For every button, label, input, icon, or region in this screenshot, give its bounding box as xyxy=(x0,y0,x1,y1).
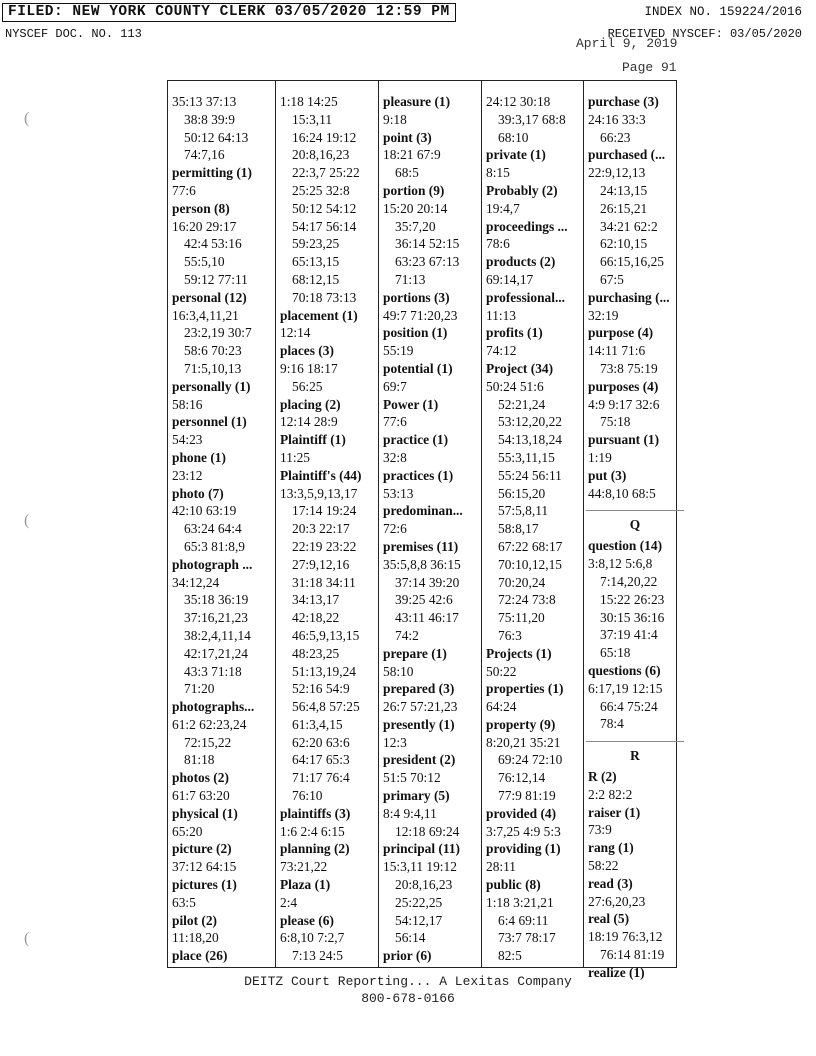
index-page-refs: 63:5 xyxy=(172,894,196,910)
index-page-refs: 7:13 24:5 xyxy=(292,948,343,964)
scan-mark-icon: ( xyxy=(24,512,30,529)
index-term: placement (1) xyxy=(280,307,358,323)
index-page-refs: 23:2,19 30:7 xyxy=(184,325,252,341)
index-term: proceedings ... xyxy=(486,218,568,234)
index-page-refs: 39:25 42:6 xyxy=(395,592,453,608)
index-page-refs: 35:13 37:13 xyxy=(172,94,237,109)
index-term: photograph ... xyxy=(172,556,253,572)
index-page-refs: 12:14 28:9 xyxy=(280,414,338,430)
index-page-refs: 74:12 xyxy=(486,343,517,359)
index-page-refs: 52:21,24 xyxy=(498,396,546,412)
index-page-refs: 23:12 xyxy=(172,467,203,483)
index-page-refs: 1:18 3:21,21 xyxy=(486,894,554,910)
index-page-refs: 62:20 63:6 xyxy=(292,734,350,750)
index-term: Plaza (1) xyxy=(280,877,331,893)
index-term: primary (5) xyxy=(383,788,450,804)
index-term: predominan... xyxy=(383,503,463,519)
index-page-refs: 16:3,4,11,21 xyxy=(172,307,239,323)
index-page-refs: 2:2 82:2 xyxy=(588,786,633,802)
index-page-refs: 11:25 xyxy=(280,449,311,465)
index-term: professional... xyxy=(486,289,565,305)
index-term: pictures (1) xyxy=(172,877,237,893)
index-page-refs: 15:3,11 19:12 xyxy=(383,859,457,875)
index-page-refs: 73:21,22 xyxy=(280,859,328,875)
index-page-refs: 75:18 xyxy=(600,414,631,430)
index-page-refs: 66:23 xyxy=(600,129,631,145)
index-term: picture (2) xyxy=(172,841,232,857)
index-letter-heading: R xyxy=(586,741,684,764)
index-term: pleasure (1) xyxy=(383,94,451,109)
index-page-refs: 12:18 69:24 xyxy=(395,823,460,839)
index-term: public (8) xyxy=(486,877,541,893)
index-page-refs: 73:7 78:17 xyxy=(498,930,556,946)
index-term: personnel (1) xyxy=(172,414,247,430)
index-page-refs: 11:18,20 xyxy=(172,930,219,946)
index-page-refs: 48:23,25 xyxy=(292,645,340,661)
index-page-refs: 71:13 xyxy=(395,271,426,287)
index-term: purchased (... xyxy=(588,147,666,163)
index-term: prior (6) xyxy=(383,948,432,964)
index-page-refs: 77:6 xyxy=(172,182,196,198)
index-page-refs: 63:23 67:13 xyxy=(395,254,460,270)
index-term: premises (11) xyxy=(383,538,459,554)
index-page-refs: 42:17,21,24 xyxy=(184,645,248,661)
index-page-refs: 58:8,17 xyxy=(498,521,539,537)
page-number: Page 91 xyxy=(622,60,677,75)
index-page-refs: 59:12 77:11 xyxy=(184,271,248,287)
index-page-refs: 56:25 xyxy=(292,378,323,394)
index-page-refs: 15:22 26:23 xyxy=(600,591,665,607)
index-page-refs: 58:10 xyxy=(383,663,414,679)
index-page-refs: 49:7 71:20,23 xyxy=(383,307,458,323)
index-page-refs: 9:18 xyxy=(383,111,407,127)
index-page-refs: 68:5 xyxy=(395,165,419,181)
index-page-refs: 73:8 75:19 xyxy=(600,360,658,376)
index-page-refs: 54:12,17 xyxy=(395,912,443,928)
index-page-refs: 34:12,24 xyxy=(172,574,220,590)
index-page-refs: 51:5 70:12 xyxy=(383,770,441,786)
index-page-refs: 72:6 xyxy=(383,521,407,537)
index-page-refs: 63:24 64:4 xyxy=(184,521,242,537)
index-term: property (9) xyxy=(486,716,556,732)
index-page-refs: 42:10 63:19 xyxy=(172,503,237,519)
index-page-refs: 66:15,16,25 xyxy=(600,254,664,270)
index-term: person (8) xyxy=(172,200,230,216)
index-page-refs: 71:17 76:4 xyxy=(292,770,350,786)
index-page-refs: 52:16 54:9 xyxy=(292,681,350,697)
index-page-refs: 24:13,15 xyxy=(600,182,648,198)
index-page-refs: 76:10 xyxy=(292,788,323,804)
index-page-refs: 8:15 xyxy=(486,165,510,181)
hearing-date: April 9, 2019 xyxy=(576,36,678,51)
index-page-refs: 24:12 30:18 xyxy=(486,94,551,109)
index-term: pursuant (1) xyxy=(588,432,660,448)
index-page-refs: 69:14,17 xyxy=(486,271,534,287)
index-page-refs: 54:17 56:14 xyxy=(292,218,357,234)
index-page-refs: 76:3 xyxy=(498,627,522,643)
index-term: photo (7) xyxy=(172,485,224,501)
index-page-refs: 72:15,22 xyxy=(184,734,232,750)
index-page-refs: 38:8 39:9 xyxy=(184,111,235,127)
index-page-refs: 43:3 71:18 xyxy=(184,663,242,679)
index-page-refs: 55:5,10 xyxy=(184,254,225,270)
index-page-refs: 26:15,21 xyxy=(600,200,648,216)
index-term: permitting (1) xyxy=(172,165,252,181)
index-page-refs: 64:17 65:3 xyxy=(292,752,350,768)
index-page-refs: 16:20 29:17 xyxy=(172,218,237,234)
index-page-refs: 18:19 76:3,12 xyxy=(588,929,663,945)
index-page-refs: 9:16 18:17 xyxy=(280,360,338,376)
received-date: RECEIVED NYSCEF: 03/05/2020 xyxy=(607,27,802,41)
index-term: practice (1) xyxy=(383,432,449,448)
index-page-refs: 59:23,25 xyxy=(292,236,340,252)
index-term: personal (12) xyxy=(172,289,247,305)
index-page-refs: 12:14 xyxy=(280,325,311,341)
index-page-refs: 11:13 xyxy=(486,307,517,323)
index-page-refs: 69:24 72:10 xyxy=(498,752,563,768)
index-page-refs: 70:10,12,15 xyxy=(498,556,562,572)
scan-mark-icon: ( xyxy=(24,110,30,127)
index-page-refs: 27:6,20,23 xyxy=(588,893,646,909)
index-page-refs: 65:13,15 xyxy=(292,254,340,270)
index-page-refs: 43:11 46:17 xyxy=(395,610,459,626)
index-page-refs: 22:3,7 25:22 xyxy=(292,165,360,181)
index-page-refs: 1:19 xyxy=(588,449,612,465)
index-page-refs: 61:7 63:20 xyxy=(172,788,230,804)
index-page-refs: 56:15,20 xyxy=(498,485,546,501)
index-term: Plaintiff (1) xyxy=(280,432,346,448)
index-term: providing (1) xyxy=(486,841,561,857)
index-page-refs: 58:16 xyxy=(172,396,203,412)
index-term: Plaintiff's (44) xyxy=(280,467,362,483)
index-page-refs: 20:8,16,23 xyxy=(292,147,350,163)
index-term: private (1) xyxy=(486,147,546,163)
index-page-refs: 72:24 73:8 xyxy=(498,592,556,608)
index-term: plaintiffs (3) xyxy=(280,805,351,821)
index-term: raiser (1) xyxy=(588,804,641,820)
index-page-refs: 68:12,15 xyxy=(292,271,340,287)
index-page-refs: 20:8,16,23 xyxy=(395,877,453,893)
index-letter-heading: Q xyxy=(586,510,684,533)
index-term: purpose (4) xyxy=(588,325,654,341)
index-page-refs: 14:11 71:6 xyxy=(588,343,646,359)
index-page-refs: 35:7,20 xyxy=(395,218,436,234)
index-page-refs: 34:13,17 xyxy=(292,592,340,608)
index-page-refs: 15:3,11 xyxy=(292,111,333,127)
index-page-refs: 18:21 67:9 xyxy=(383,147,441,163)
index-page-refs: 58:22 xyxy=(588,858,619,874)
index-term: placing (2) xyxy=(280,396,341,412)
index-page-refs: 67:22 68:17 xyxy=(498,538,563,554)
index-page-refs: 50:24 51:6 xyxy=(486,378,544,394)
index-page-refs: 74:2 xyxy=(395,627,419,643)
index-page-refs: 67:5 xyxy=(600,271,624,287)
index-term: products (2) xyxy=(486,254,556,270)
index-term: places (3) xyxy=(280,343,334,359)
index-page-refs: 6:4 69:11 xyxy=(498,912,549,928)
index-page-refs: 42:4 53:16 xyxy=(184,236,242,252)
index-page-refs: 78:4 xyxy=(600,716,624,732)
index-page-refs: 25:22,25 xyxy=(395,894,443,910)
index-page-refs: 73:9 xyxy=(588,822,612,838)
index-page-refs: 31:18 34:11 xyxy=(292,574,356,590)
index-term: R (2) xyxy=(588,769,617,785)
index-page-refs: 3:7,25 4:9 5:3 xyxy=(486,823,561,839)
index-term: provided (4) xyxy=(486,805,557,821)
index-page-refs: 27:9,12,16 xyxy=(292,556,350,572)
index-page-refs: 77:9 81:19 xyxy=(498,788,556,804)
index-term: rang (1) xyxy=(588,840,634,856)
index-term: please (6) xyxy=(280,912,334,928)
index-page-refs: 68:10 xyxy=(498,129,529,145)
index-page-refs: 6:8,10 7:2,7 xyxy=(280,930,345,946)
index-page-refs: 2:4 xyxy=(280,894,298,910)
index-page-refs: 1:18 14:25 xyxy=(280,94,338,109)
index-term: Power (1) xyxy=(383,396,439,412)
index-page-refs: 32:19 xyxy=(588,307,619,323)
index-term: presently (1) xyxy=(383,716,455,732)
filed-banner: FILED: NEW YORK COUNTY CLERK 03/05/2020 12:59 PM xyxy=(2,3,456,22)
index-page-refs: 8:4 9:4,11 xyxy=(383,805,437,821)
index-page-refs: 71:5,10,13 xyxy=(184,360,242,376)
index-page-refs: 50:22 xyxy=(486,663,517,679)
footer-phone: 800-678-0166 xyxy=(361,991,455,1006)
index-term: purposes (4) xyxy=(588,378,659,394)
index-page-refs: 25:25 32:8 xyxy=(292,182,350,198)
index-term: pilot (2) xyxy=(172,912,218,928)
index-page-refs: 28:11 xyxy=(486,859,517,875)
index-page-refs: 51:13,19,24 xyxy=(292,663,356,679)
index-term: prepare (1) xyxy=(383,645,447,661)
index-page-refs: 57:5,8,11 xyxy=(498,503,549,519)
index-page-refs: 66:4 75:24 xyxy=(600,698,658,714)
index-page-refs: 56:14 xyxy=(395,930,426,946)
index-page-refs: 65:18 xyxy=(600,645,631,661)
index-page-refs: 35:18 36:19 xyxy=(184,592,249,608)
index-term: realize (1) xyxy=(588,964,645,980)
index-page-refs: 55:24 56:11 xyxy=(498,467,562,483)
index-page-refs: 12:3 xyxy=(383,734,407,750)
index-column-4 xyxy=(482,93,584,965)
index-page-refs: 7:14,20,22 xyxy=(600,573,658,589)
index-term: question (14) xyxy=(588,538,663,554)
index-term: photos (2) xyxy=(172,770,229,786)
index-page-refs: 6:17,19 12:15 xyxy=(588,680,663,696)
word-index-table xyxy=(167,80,677,980)
index-term: position (1) xyxy=(383,325,448,341)
index-term: questions (6) xyxy=(588,662,661,678)
index-page-refs: 55:19 xyxy=(383,343,414,359)
index-number: INDEX NO. 159224/2016 xyxy=(644,5,802,19)
index-term: personally (1) xyxy=(172,378,251,394)
index-page-refs: 35:5,8,8 36:15 xyxy=(383,556,461,572)
index-page-refs: 1:6 2:4 6:15 xyxy=(280,823,345,839)
index-page-refs: 78:6 xyxy=(486,236,510,252)
footer-company: DEITZ Court Reporting... A Lexitas Company xyxy=(244,974,572,989)
index-page-refs: 15:20 20:14 xyxy=(383,200,448,216)
index-page-refs: 50:12 64:13 xyxy=(184,129,249,145)
index-page-refs: 16:24 19:12 xyxy=(292,129,357,145)
nyscef-doc-number: NYSCEF DOC. NO. 113 xyxy=(5,27,142,41)
index-term: physical (1) xyxy=(172,805,238,821)
index-page-refs: 46:5,9,13,15 xyxy=(292,627,360,643)
index-term: planning (2) xyxy=(280,841,350,857)
index-page-refs: 3:8,12 5:6,8 xyxy=(588,556,653,572)
index-term: purchasing (... xyxy=(588,289,670,305)
index-page-refs: 37:19 41:4 xyxy=(600,627,658,643)
index-page-refs: 65:20 xyxy=(172,823,203,839)
index-page-refs: 17:14 19:24 xyxy=(292,503,357,519)
index-page-refs: 22:19 23:22 xyxy=(292,538,357,554)
index-page-refs: 24:16 33:3 xyxy=(588,111,646,127)
index-term: principal (11) xyxy=(383,841,461,857)
index-term: put (3) xyxy=(588,467,627,483)
index-page-refs: 20:3 22:17 xyxy=(292,521,350,537)
index-page-refs: 61:2 62:23,24 xyxy=(172,716,247,732)
index-page-refs: 39:3,17 68:8 xyxy=(498,111,566,127)
index-page-refs: 34:21 62:2 xyxy=(600,218,658,234)
index-page-refs: 32:8 xyxy=(383,449,407,465)
index-page-refs: 50:12 54:12 xyxy=(292,200,357,216)
scan-mark-icon: ( xyxy=(24,930,30,947)
index-page-refs: 61:3,4,15 xyxy=(292,716,343,732)
index-term: properties (1) xyxy=(486,681,564,697)
index-page-refs: 77:6 xyxy=(383,414,407,430)
index-page-refs: 4:9 9:17 32:6 xyxy=(588,396,660,412)
index-page-refs: 36:14 52:15 xyxy=(395,236,460,252)
index-page-refs: 19:4,7 xyxy=(486,200,520,216)
index-page-refs: 71:20 xyxy=(184,681,215,697)
index-page-refs: 56:4,8 57:25 xyxy=(292,699,360,715)
index-page-refs: 53:12,20,22 xyxy=(498,414,562,430)
index-term: point (3) xyxy=(383,129,432,145)
index-column-5 xyxy=(584,93,686,982)
index-page-refs: 37:12 64:15 xyxy=(172,859,237,875)
index-page-refs: 62:10,15 xyxy=(600,236,648,252)
index-term: portions (3) xyxy=(383,289,450,305)
index-term: Projects (1) xyxy=(486,645,552,661)
index-page-refs: 81:18 xyxy=(184,752,215,768)
index-term: prepared (3) xyxy=(383,681,455,697)
index-page-refs: 38:2,4,11,14 xyxy=(184,627,251,643)
index-page-refs: 69:7 xyxy=(383,378,407,394)
index-page-refs: 53:13 xyxy=(383,485,414,501)
index-page-refs: 37:14 39:20 xyxy=(395,574,460,590)
index-page-refs: 8:20,21 35:21 xyxy=(486,734,561,750)
index-page-refs: 42:18,22 xyxy=(292,610,340,626)
index-page-refs: 30:15 36:16 xyxy=(600,609,665,625)
index-page-refs: 54:13,18,24 xyxy=(498,432,562,448)
index-term: phone (1) xyxy=(172,449,226,465)
index-page-refs: 76:14 81:19 xyxy=(600,947,665,963)
index-term: president (2) xyxy=(383,752,456,768)
index-page-refs: 64:24 xyxy=(486,699,517,715)
index-term: purchase (3) xyxy=(588,94,659,109)
index-page-refs: 44:8,10 68:5 xyxy=(588,485,656,501)
index-column-2 xyxy=(276,93,378,965)
index-term: read (3) xyxy=(588,875,633,891)
index-page-refs: 82:5 xyxy=(498,948,522,964)
index-term: profits (1) xyxy=(486,325,543,341)
index-page-refs: 13:3,5,9,13,17 xyxy=(280,485,358,501)
index-page-refs: 55:3,11,15 xyxy=(498,449,555,465)
index-page-refs: 70:18 73:13 xyxy=(292,289,357,305)
index-column-3 xyxy=(379,93,481,965)
index-term: Project (34) xyxy=(486,360,554,376)
index-page-refs: 75:11,20 xyxy=(498,610,545,626)
index-page-refs: 54:23 xyxy=(172,432,203,448)
index-page-refs: 76:12,14 xyxy=(498,770,546,786)
index-page-refs: 26:7 57:21,23 xyxy=(383,699,458,715)
index-term: portion (9) xyxy=(383,182,445,198)
index-page-refs: 58:6 70:23 xyxy=(184,343,242,359)
index-page-refs: 70:20,24 xyxy=(498,574,546,590)
index-term: real (5) xyxy=(588,911,630,927)
index-page-refs: 37:16,21,23 xyxy=(184,610,248,626)
index-term: Probably (2) xyxy=(486,182,558,198)
index-term: potential (1) xyxy=(383,360,453,376)
index-term: practices (1) xyxy=(383,467,454,483)
index-page-refs: 74:7,16 xyxy=(184,147,225,163)
index-term: photographs... xyxy=(172,699,255,715)
index-page-refs: 65:3 81:8,9 xyxy=(184,538,246,554)
index-term: place (26) xyxy=(172,948,228,964)
index-column-1 xyxy=(168,93,270,965)
index-page-refs: 22:9,12,13 xyxy=(588,165,646,181)
